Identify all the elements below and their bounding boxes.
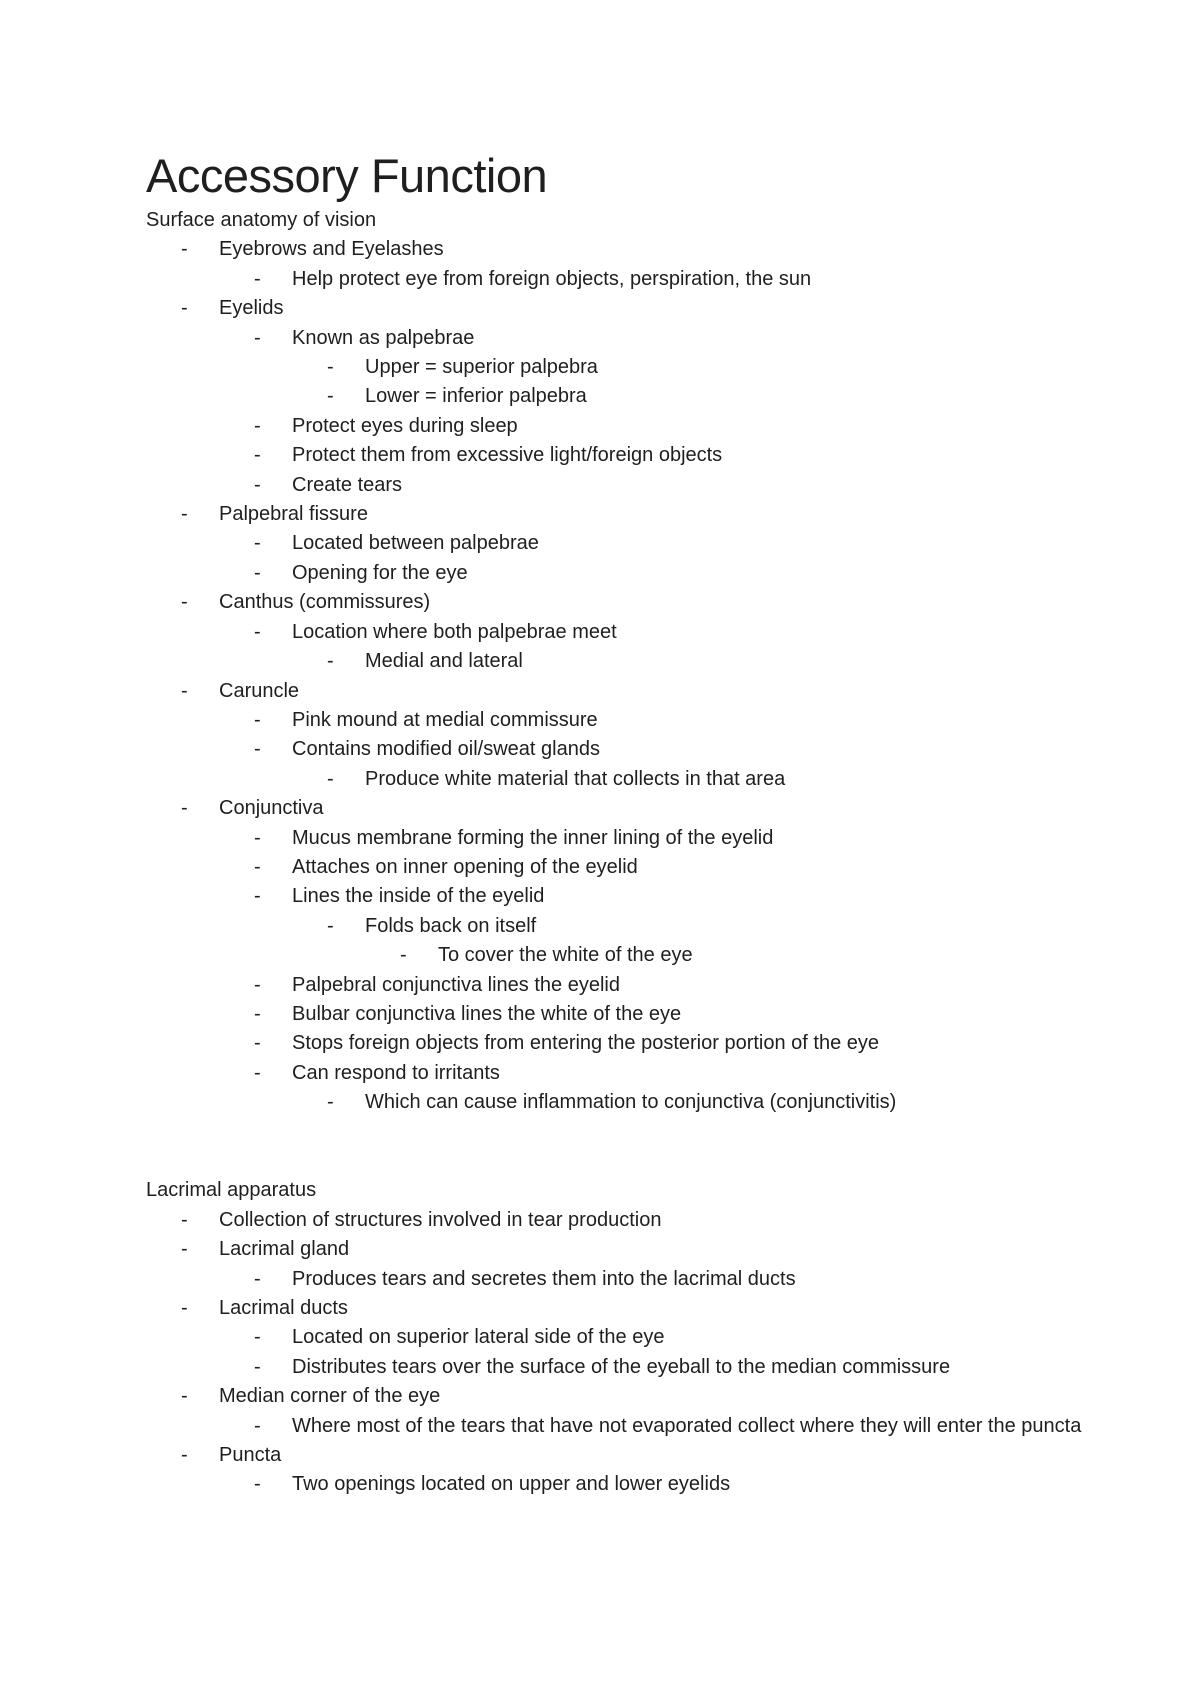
list-item-text: Distributes tears over the surface of the eyeball to the median commissure (292, 1355, 951, 1378)
bullet-dash: - (254, 1414, 261, 1437)
list-item (146, 853, 1086, 882)
bullet-dash: - (181, 1297, 188, 1320)
bullet-dash: - (181, 503, 188, 526)
list-item-text: Upper = superior palpebra (365, 356, 598, 379)
list-item-text: Location where both palpebrae meet (292, 620, 617, 643)
list-item-text: Palpebral conjunctiva lines the eyelid (292, 973, 620, 996)
list-item (146, 265, 1086, 294)
list-item (146, 294, 1086, 323)
list-item-text: Canthus (commissures) (219, 591, 431, 614)
list-item (146, 706, 1086, 735)
list-item-text: Pink mound at medial commissure (292, 708, 598, 731)
bullet-dash: - (327, 356, 334, 379)
list-item-text: Eyelids (219, 297, 284, 320)
bullet-dash: - (254, 532, 261, 555)
list-item-text: Mucus membrane forming the inner lining of the eyelid (292, 826, 774, 849)
list-item (146, 1000, 1086, 1029)
list-item (146, 1382, 1086, 1411)
bullet-dash: - (254, 473, 261, 496)
list-item (146, 912, 1086, 941)
list-item-text: Attaches on inner opening of the eyelid (292, 855, 638, 878)
list-item (146, 941, 1086, 970)
document-page (146, 146, 1086, 1500)
list-item-text: Which can cause inflammation to conjunctiva (conjunctivitis) (365, 1091, 897, 1114)
bullet-dash: - (254, 414, 261, 437)
list-item-text: To cover the white of the eye (438, 944, 693, 967)
list-item-text: Puncta (219, 1444, 282, 1467)
list-item-text: Lower = inferior palpebra (365, 385, 587, 408)
bullet-list (146, 1206, 1086, 1500)
list-item-text: Produces tears and secretes them into the lacrimal ducts (292, 1267, 796, 1290)
list-item-text: Caruncle (219, 679, 300, 702)
list-item-text: Bulbar conjunctiva lines the white of the eye (292, 1002, 682, 1025)
bullet-dash: - (254, 708, 261, 731)
bullet-dash: - (181, 238, 188, 261)
list-item (146, 529, 1086, 558)
list-item-text: Medial and lateral (365, 650, 523, 673)
list-item (146, 1265, 1086, 1294)
list-item (146, 1029, 1086, 1058)
bullet-dash: - (327, 385, 334, 408)
page-title: Accessory Function (146, 149, 548, 202)
list-item-text: Lacrimal ducts (219, 1297, 348, 1320)
bullet-dash: - (181, 679, 188, 702)
list-item (146, 882, 1086, 911)
list-item-text: Two openings located on upper and lower eyelids (292, 1473, 731, 1496)
bullet-dash: - (254, 1061, 261, 1084)
list-item (146, 824, 1086, 853)
list-item-text: Create tears (292, 473, 403, 496)
list-item (146, 794, 1086, 823)
list-item (146, 1294, 1086, 1323)
list-item (146, 500, 1086, 529)
bullet-dash: - (400, 944, 407, 967)
list-item (146, 1235, 1086, 1264)
list-item (146, 1353, 1086, 1382)
list-item (146, 735, 1086, 764)
list-item (146, 471, 1086, 500)
list-item (146, 324, 1086, 353)
bullet-dash: - (327, 914, 334, 937)
bullet-dash: - (254, 1032, 261, 1055)
list-item (146, 412, 1086, 441)
section-heading: Surface anatomy of vision (146, 209, 377, 231)
list-item (146, 382, 1086, 411)
bullet-dash: - (254, 1473, 261, 1496)
bullet-list (146, 235, 1086, 1117)
bullet-dash: - (254, 855, 261, 878)
bullet-dash: - (254, 973, 261, 996)
list-item-text: Median corner of the eye (219, 1385, 441, 1408)
bullet-dash: - (181, 797, 188, 820)
bullet-dash: - (254, 620, 261, 643)
list-item-text: Palpebral fissure (219, 503, 368, 526)
bullet-dash: - (327, 767, 334, 790)
list-item (146, 1088, 1086, 1117)
list-item (146, 559, 1086, 588)
list-item-text: Can respond to irritants (292, 1061, 500, 1084)
section-spacer (146, 1118, 1086, 1177)
list-item (146, 1059, 1086, 1088)
list-item (146, 677, 1086, 706)
bullet-dash: - (254, 738, 261, 761)
list-item-text: Located between palpebrae (292, 532, 539, 555)
list-item-text: Contains modified oil/sweat glands (292, 738, 600, 761)
list-item-text: Help protect eye from foreign objects, perspiration, the sun (292, 267, 812, 290)
list-item-text: Protect them from excessive light/foreign objects (292, 444, 723, 467)
list-item-text: Known as palpebrae (292, 326, 475, 349)
bullet-dash: - (254, 561, 261, 584)
list-item-text: Conjunctiva (219, 797, 324, 820)
bullet-dash: - (254, 444, 261, 467)
list-item (146, 765, 1086, 794)
bullet-dash: - (181, 297, 188, 320)
list-item (146, 1441, 1086, 1470)
list-item-text: Protect eyes during sleep (292, 414, 518, 437)
list-item (146, 1206, 1086, 1235)
list-item-text: Eyebrows and Eyelashes (219, 238, 444, 261)
list-item (146, 618, 1086, 647)
bullet-dash: - (181, 591, 188, 614)
bullet-dash: - (181, 1385, 188, 1408)
bullet-dash: - (254, 326, 261, 349)
section-heading: Lacrimal apparatus (146, 1179, 317, 1202)
bullet-dash: - (327, 1091, 334, 1114)
list-item-text: Located on superior lateral side of the eye (292, 1326, 665, 1349)
list-item-text: Lacrimal gland (219, 1238, 350, 1261)
list-item-text: Where most of the tears that have not evaporated collect where they will enter the puncta (292, 1414, 1082, 1437)
bullet-dash: - (181, 1444, 188, 1467)
list-item-text: Stops foreign objects from entering the posterior portion of the eye (292, 1032, 880, 1055)
list-item (146, 353, 1086, 382)
document-body (146, 206, 1086, 1500)
bullet-dash: - (181, 1208, 188, 1231)
list-item-text: Folds back on itself (365, 914, 537, 937)
bullet-dash: - (254, 1002, 261, 1025)
list-item-text: Lines the inside of the eyelid (292, 885, 545, 908)
bullet-dash: - (254, 885, 261, 908)
list-item (146, 588, 1086, 617)
bullet-dash: - (181, 1238, 188, 1261)
list-item (146, 1412, 1086, 1441)
bullet-dash: - (254, 267, 261, 290)
list-item (146, 1323, 1086, 1352)
list-item (146, 441, 1086, 470)
list-item-text: Produce white material that collects in that area (365, 767, 786, 790)
bullet-dash: - (254, 1267, 261, 1290)
list-item (146, 647, 1086, 676)
list-item (146, 235, 1086, 264)
list-item (146, 971, 1086, 1000)
bullet-dash: - (327, 650, 334, 673)
bullet-dash: - (254, 826, 261, 849)
list-item-text: Opening for the eye (292, 561, 468, 584)
list-item (146, 1470, 1086, 1499)
bullet-dash: - (254, 1326, 261, 1349)
bullet-dash: - (254, 1355, 261, 1378)
list-item-text: Collection of structures involved in tear production (219, 1208, 662, 1231)
